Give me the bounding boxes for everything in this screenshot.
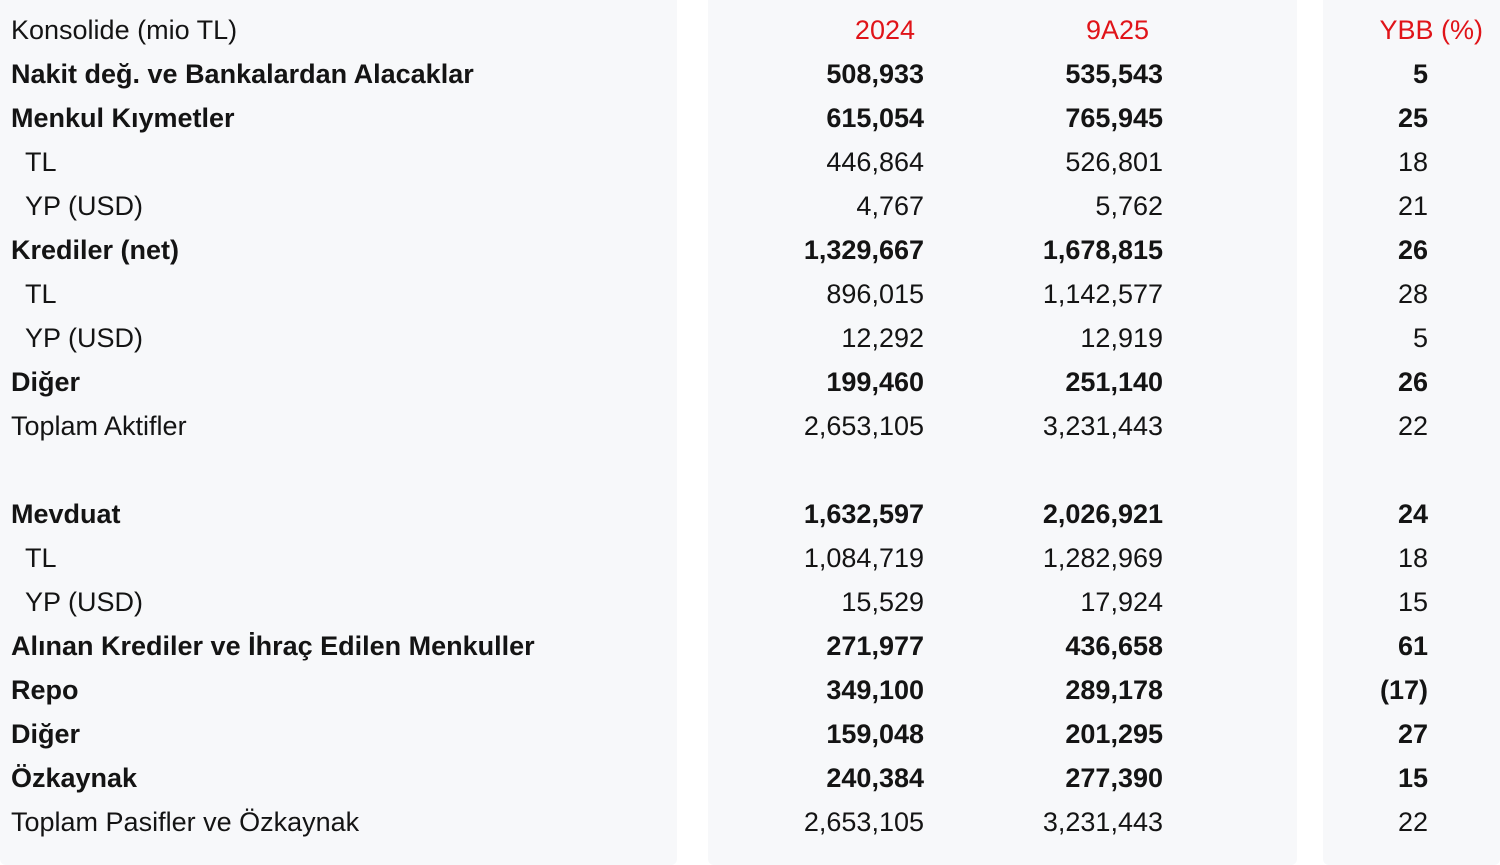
row-label: YP (USD) [25, 323, 144, 353]
row-label: Özkaynak [11, 763, 138, 793]
value-2024: 896,015 [826, 279, 924, 309]
row-label: TL [25, 543, 57, 573]
table-row-menkul-tl [0, 140, 1500, 184]
row-label: YP (USD) [25, 587, 144, 617]
row-label: Diğer [11, 367, 81, 397]
row-label: TL [25, 147, 57, 177]
value-2024: 1,632,597 [803, 499, 924, 529]
table-row-menkul-kiymetler [0, 96, 1500, 140]
value-ybb: 15 [1397, 587, 1428, 617]
value-ybb: 22 [1397, 807, 1428, 837]
row-label: Alınan Krediler ve İhraç Edilen Menkuller [11, 631, 535, 661]
value-9a25: 3,231,443 [1042, 411, 1163, 441]
value-2024: 12,292 [841, 323, 924, 353]
value-ybb: (17) [1379, 675, 1428, 705]
value-2024: 1,329,667 [803, 235, 924, 265]
value-2024: 240,384 [826, 763, 924, 793]
table-row-krediler-tl [0, 272, 1500, 316]
value-2024: 15,529 [841, 587, 924, 617]
value-ybb: 18 [1397, 147, 1428, 177]
value-9a25: 289,178 [1065, 675, 1163, 705]
value-9a25: 1,142,577 [1042, 279, 1163, 309]
value-ybb: 61 [1397, 631, 1428, 661]
row-label: TL [25, 279, 57, 309]
table-row-diger-aktif [0, 360, 1500, 404]
value-2024: 2,653,105 [803, 411, 924, 441]
table-row-krediler-net [0, 228, 1500, 272]
value-ybb: 26 [1397, 235, 1428, 265]
row-label: Krediler (net) [11, 235, 180, 265]
value-9a25: 251,140 [1065, 367, 1163, 397]
value-9a25: 201,295 [1065, 719, 1163, 749]
table-row-repo [0, 668, 1500, 712]
row-label: Diğer [11, 719, 81, 749]
value-9a25: 3,231,443 [1042, 807, 1163, 837]
row-label: Menkul Kıymetler [11, 103, 235, 133]
table-row-nakit [0, 52, 1500, 96]
value-9a25: 765,945 [1065, 103, 1163, 133]
value-9a25: 526,801 [1065, 147, 1163, 177]
value-2024: 1,084,719 [803, 543, 924, 573]
value-9a25: 12,919 [1080, 323, 1163, 353]
row-label: Repo [11, 675, 79, 705]
table-row-mevduat-yp-usd [0, 580, 1500, 624]
value-9a25: 17,924 [1080, 587, 1163, 617]
value-2024: 615,054 [826, 103, 924, 133]
table-row-mevduat-tl [0, 536, 1500, 580]
row-label: YP (USD) [25, 191, 144, 221]
row-label: Nakit değ. ve Bankalardan Alacaklar [11, 59, 474, 89]
value-ybb: 26 [1397, 367, 1428, 397]
value-ybb: 5 [1412, 323, 1428, 353]
value-9a25: 5,762 [1095, 191, 1163, 221]
table-row-mevduat [0, 492, 1500, 536]
value-ybb: 21 [1397, 191, 1428, 221]
value-ybb: 28 [1397, 279, 1428, 309]
value-9a25: 277,390 [1065, 763, 1163, 793]
table-unit-label: Konsolide (mio TL) [11, 15, 238, 45]
value-9a25: 2,026,921 [1042, 499, 1163, 529]
value-ybb: 27 [1397, 719, 1428, 749]
value-2024: 271,977 [826, 631, 924, 661]
column-header-9a25: 9A25 [1085, 15, 1149, 45]
column-header-2024: 2024 [854, 15, 915, 45]
table-row-diger-pasif [0, 712, 1500, 756]
table-row-alinan-krediler [0, 624, 1500, 668]
value-2024: 349,100 [826, 675, 924, 705]
value-9a25: 1,678,815 [1042, 235, 1163, 265]
table-spacer-row [0, 448, 1500, 492]
value-ybb: 15 [1397, 763, 1428, 793]
table-header-row [0, 8, 1500, 52]
value-2024: 508,933 [826, 59, 924, 89]
row-label: Toplam Aktifler [11, 411, 187, 441]
value-9a25: 436,658 [1065, 631, 1163, 661]
value-ybb: 24 [1397, 499, 1428, 529]
value-9a25: 535,543 [1065, 59, 1163, 89]
value-2024: 159,048 [826, 719, 924, 749]
table-row-krediler-yp-usd [0, 316, 1500, 360]
value-2024: 4,767 [856, 191, 924, 221]
value-ybb: 18 [1397, 543, 1428, 573]
value-9a25: 1,282,969 [1042, 543, 1163, 573]
table-row-toplam-pasifler [0, 800, 1500, 844]
value-ybb: 25 [1397, 103, 1428, 133]
value-2024: 199,460 [826, 367, 924, 397]
consolidated-balance-sheet-table [0, 8, 1500, 844]
value-2024: 446,864 [826, 147, 924, 177]
value-2024: 2,653,105 [803, 807, 924, 837]
row-label: Mevduat [11, 499, 121, 529]
value-ybb: 22 [1397, 411, 1428, 441]
table-row-menkul-yp-usd [0, 184, 1500, 228]
column-header-ybb-pct: YBB (%) [1379, 15, 1483, 45]
table-row-toplam-aktifler [0, 404, 1500, 448]
value-ybb: 5 [1412, 59, 1428, 89]
table-row-ozkaynak [0, 756, 1500, 800]
row-label: Toplam Pasifler ve Özkaynak [11, 807, 360, 837]
